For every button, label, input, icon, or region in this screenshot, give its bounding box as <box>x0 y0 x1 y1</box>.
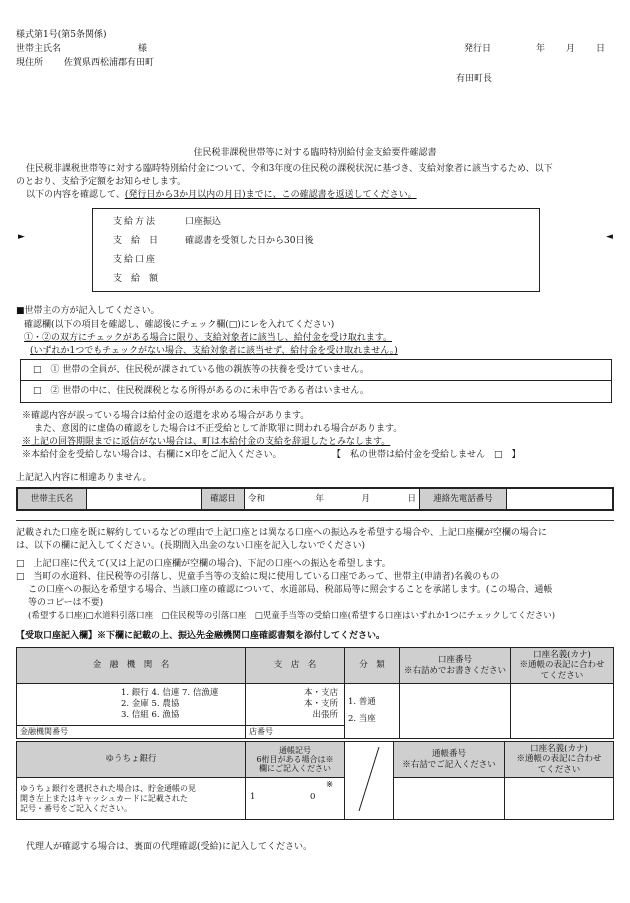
check-item-1[interactable]: □ ① 世帯の全員が、住民税が課されている他の親族等の扶養を受けていません。 <box>21 360 611 381</box>
intro-line-3-a: 以下の内容を確認して、 <box>26 190 125 200</box>
change-option-2-detail: この口座への振込を希望する場合、当該口座の確認について、水道部局、税部局等に照会することを承諾します。(この場合、通帳 <box>28 585 553 595</box>
yucho-note-2: 開き左上またはキャッシュカードに記載された <box>20 793 188 803</box>
slash-icon <box>345 747 393 811</box>
right-marker-icon: ◄ <box>606 232 613 242</box>
yucho-note-cell <box>17 778 246 820</box>
account-label: 支給口座 <box>113 255 158 265</box>
note-4: ※本給付金を受給しない場合は、右欄に×印をご記入ください。 <box>22 450 282 460</box>
intro-line-3 <box>26 190 417 201</box>
address-value: 佐賀県西松浦郡有田町 <box>64 58 155 68</box>
mayor-name: 有田町長 <box>456 74 493 84</box>
pay-date-value: 確認書を受領した日から30日後 <box>185 236 314 246</box>
intro-line-1: 住民税非課税世帯等に対する臨時特別給付金について、令和3年度の住民税の課税状況に基づき、支給対象者に該当するため、以下 <box>26 164 553 174</box>
account-number-field[interactable] <box>400 684 511 739</box>
yucho-symbol-zero: 0 <box>310 792 316 802</box>
yucho-symbol-prefix: 1 <box>250 792 256 802</box>
yucho-number-note: ※右詰でご記入ください <box>402 759 496 770</box>
confirm-year[interactable]: 年 <box>281 488 327 510</box>
pay-date-label: 支 給 日 <box>113 236 159 246</box>
yucho-symbol-field[interactable] <box>246 778 345 820</box>
yucho-symbol-star: ※ <box>326 780 334 790</box>
branch-type-options[interactable] <box>246 684 345 726</box>
reply-deadline: (発行日から3か月以内の月日)までに、この確認書を返送してください。 <box>124 190 417 200</box>
yucho-symbol-header <box>246 742 345 778</box>
phone-label: 連絡先電話番号 <box>420 488 507 510</box>
branch-code-label: 店番号 <box>249 727 273 736</box>
phone-field[interactable] <box>507 488 614 510</box>
method-value: 口座振込 <box>185 217 222 227</box>
change-paragraph-1: 記載された口座を既に解約しているなどの理由で上記口座とは異なる口座への振込みを希望する場合や、上記口座欄が空欄の場合に <box>16 528 547 538</box>
change-option-1[interactable]: □ 上記口座に代えて(又は上記の口座欄が空欄の場合)、下記の口座への振込を希望します。 <box>16 559 391 569</box>
change-option-2-note: 等のコピーは不要) <box>28 598 104 608</box>
yucho-number-field[interactable] <box>394 778 505 820</box>
note-2: また、意図的に虚偽の確認をした場合は不正受給として詐欺罪に問われる場合があります。 <box>34 424 403 434</box>
check-table <box>20 359 612 403</box>
yucho-blank-cell <box>345 742 394 820</box>
check-item-2[interactable]: □ ② 世帯の中に、住民税課税となる所得があるのに未申告である者はいません。 <box>33 386 369 396</box>
bank-type-row-3: 3. 信組 6. 漁協 <box>121 710 180 721</box>
account-type-options[interactable] <box>345 684 400 739</box>
confirm-date-label: 確認日 <box>202 488 245 510</box>
signature-table <box>16 487 614 511</box>
bank-code-label: 金融機関番号 <box>20 727 68 736</box>
account-number-note: ※右詰めでお書きください <box>403 665 506 676</box>
yucho-holder-note-1: ※通帳の表記に合わせ <box>516 754 602 765</box>
decline-checkbox[interactable]: 【 私の世帯は給付金を受給しません □ 】 <box>332 450 521 460</box>
change-option-2[interactable]: □ 当町の水道料、住民税等の引落し、児童手当等の支給に現に使用している口座であって、世帯主(申請者)名義のもの <box>16 572 500 582</box>
account-number-title: 口座番号 <box>437 655 472 666</box>
change-paragraph-2: は、以下の欄に記入してください。(長期間入出金のない口座を記入しないでください) <box>16 541 366 551</box>
account-number-header <box>400 648 511 684</box>
householder-heading: ■世帯主の方が記入してください。 <box>16 306 160 316</box>
check-warning: (いずれか1つでもチェックがない場合、支給対象者に該当せず、給付金を受け取れません。) <box>30 346 398 356</box>
branch-name-header: 支 店 名 <box>246 648 345 684</box>
account-type-ordinary: 1. 普通 <box>348 697 376 707</box>
holder-name-title: 口座名義(カナ) <box>533 650 591 661</box>
yucho-symbol-note-2: 欄にご記入ください <box>259 764 331 774</box>
bank-code-cell[interactable] <box>17 726 246 739</box>
document-title: 住民税非課税世帯等に対する臨時特別給付金支給要件確認書 <box>193 148 437 158</box>
agree-statement: 上記記入内容に相違ありません。 <box>16 473 152 483</box>
holder-name-header <box>511 648 614 684</box>
preferred-account-options[interactable]: (希望する口座)□水道料引落口座 □住民税等の引落口座 □児童手当等の受給口座(希望する口座はいずれか1つにチェックしてください) <box>28 611 556 621</box>
payment-info-box <box>92 208 540 292</box>
yucho-note-3: 記号・番号をご記入ください。 <box>20 803 132 813</box>
confirm-month[interactable]: 月 <box>327 488 373 510</box>
reiwa-label: 令和 <box>245 488 282 510</box>
branch-type-3: 出張所 <box>312 710 338 721</box>
bank-type-row-2: 2. 金庫 5. 農協 <box>121 698 180 709</box>
bank-name-header: 金 融 機 関 名 <box>17 648 246 684</box>
yucho-symbol-note-1: 6桁目がある場合は※ <box>256 754 334 764</box>
branch-type-2: 本・支所 <box>303 698 338 709</box>
section-divider <box>16 520 614 521</box>
note-1: ※確認内容が誤っている場合は給付金の返還を求める場合があります。 <box>22 411 310 421</box>
address-label: 現住所 <box>16 58 44 68</box>
account-form-heading: 【受取口座記入欄】※下欄に記載の上、振込先金融機関口座確認書類を添付してください。 <box>16 631 386 641</box>
yucho-holder-title: 口座名義(カナ) <box>530 744 588 755</box>
account-type-current: 2. 当座 <box>348 714 376 724</box>
yucho-table <box>16 741 614 820</box>
honorific: 様 <box>138 44 148 54</box>
yucho-symbol-title: 通帳記号 <box>279 745 311 755</box>
issue-month: 月 <box>566 44 576 54</box>
holder-name-note-2: てください <box>540 670 584 681</box>
method-label: 支給方法 <box>113 217 158 227</box>
note-3: ※上記の回答期限までに返信がない場合は、町は本給付金の支給を辞退したとみなします。 <box>22 437 391 447</box>
check-condition: ①・②の双方にチェックがある場合に限り、支給対象者に該当し、給付金を受け取れます。 <box>24 333 393 343</box>
yucho-number-title: 通帳番号 <box>431 749 466 760</box>
signature-name-label: 世帯主氏名 <box>17 488 87 510</box>
holder-name-note-1: ※通帳の表記に合わせ <box>519 660 605 671</box>
form-number: 様式第1号(第5条関係) <box>16 30 107 40</box>
check-instruction: 確認欄(以下の項目を確認し、確認後にチェック欄(□)にレを入れてください) <box>24 320 335 330</box>
holder-name-field[interactable] <box>511 684 614 739</box>
bank-type-options[interactable] <box>17 684 246 726</box>
yucho-number-header <box>394 742 505 778</box>
yucho-holder-note-2: てください <box>537 764 581 775</box>
proxy-note: 代理人が確認する場合は、裏面の代理確認(受給)に記入してください。 <box>26 842 313 852</box>
householder-name-label: 世帯主氏名 <box>16 44 62 54</box>
issue-day: 日 <box>596 44 606 54</box>
issue-date-label: 発行日 <box>464 44 492 54</box>
left-marker-icon: ► <box>18 232 25 242</box>
yucho-header: ゆうちょ銀行 <box>17 742 246 778</box>
bank-type-row-1: 1. 銀行 4. 信連 7. 信漁連 <box>121 687 219 698</box>
amount-label: 支 給 額 <box>113 274 159 284</box>
confirm-day[interactable]: 日 <box>373 488 420 510</box>
intro-line-2: のとおり、支給予定額をお知らせします。 <box>16 177 187 187</box>
account-type-header: 分 類 <box>345 648 400 684</box>
bank-account-table <box>16 647 614 739</box>
yucho-holder-field[interactable] <box>505 778 614 820</box>
yucho-note-1: ゆうちょ銀行を選択された場合は、貯金通帳の見 <box>20 783 196 793</box>
signature-name-field[interactable] <box>87 488 202 510</box>
branch-code-cell[interactable] <box>246 726 345 739</box>
issue-year: 年 <box>536 44 546 54</box>
branch-type-1: 本・支店 <box>303 687 338 698</box>
yucho-holder-header <box>505 742 614 778</box>
